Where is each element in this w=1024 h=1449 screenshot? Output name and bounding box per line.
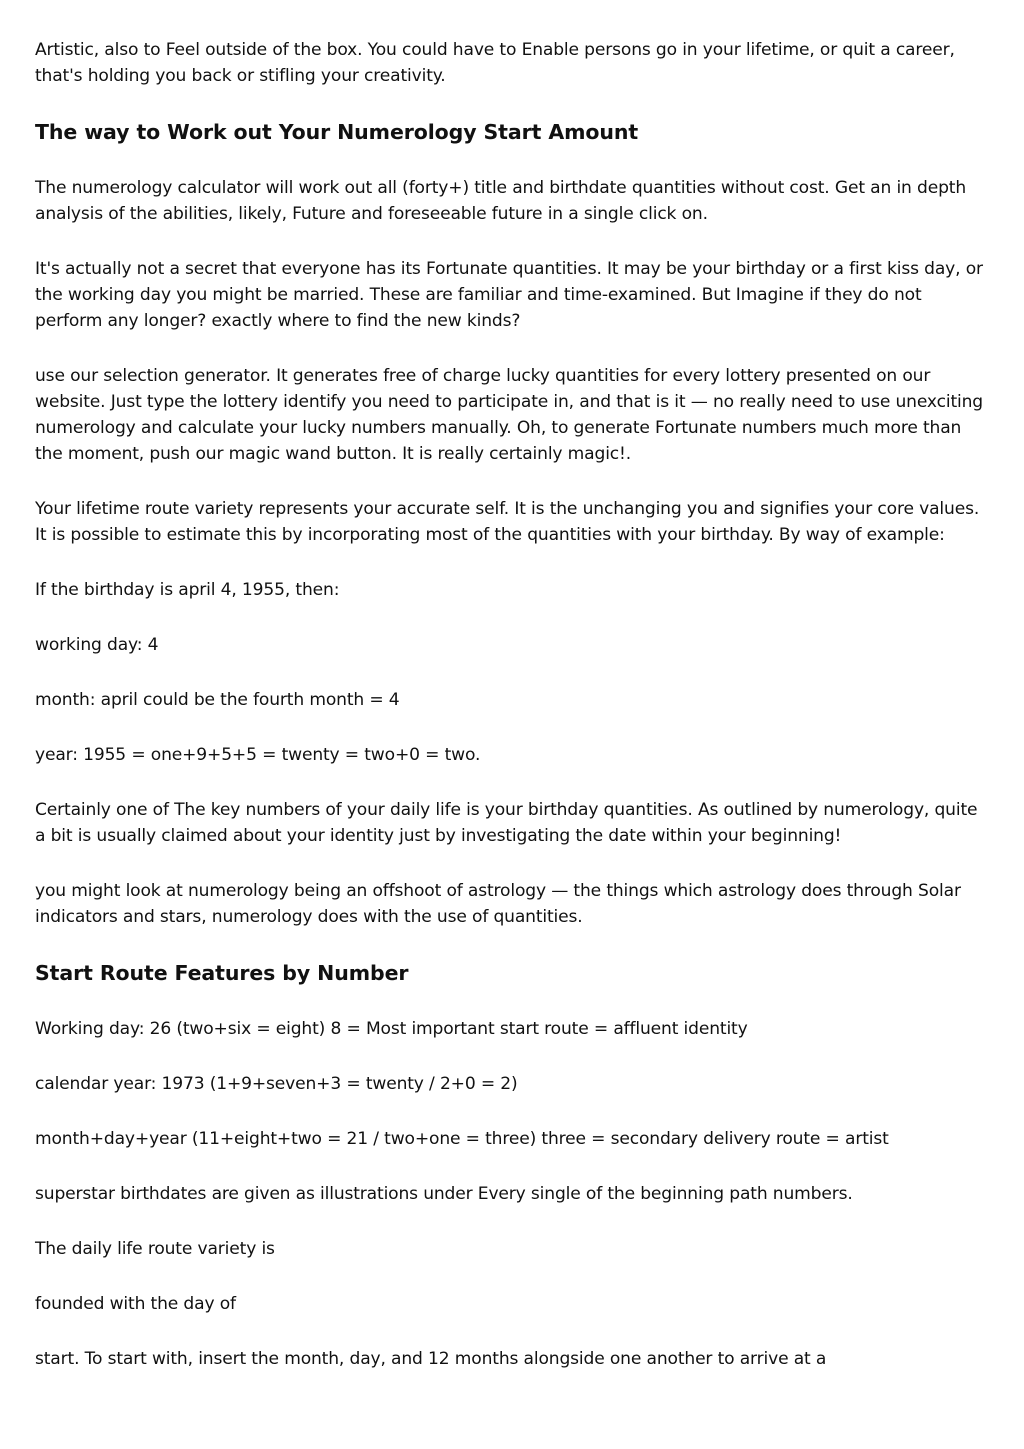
heading-work-out-numerology: The way to Work out Your Numerology Start Amount [35, 120, 639, 144]
paragraph-year: year: 1955 = one+9+5+5 = twenty = two+0 = two. [35, 745, 481, 765]
paragraph-working-day: working day: 4 [35, 635, 159, 655]
paragraph-birthday-example: If the birthday is april 4, 1955, then: [35, 580, 340, 600]
paragraph-superstar-birthdates: superstar birthdates are given as illustrations under Every single of the beginning path numbers. [35, 1184, 853, 1204]
paragraph-founded-day: founded with the day of [35, 1294, 236, 1314]
paragraph-astrology-offshoot: you might look at numerology being an offshoot of astrology — the things which astrology does through Solar indicators and stars, numerology does with the use of quantities. [35, 881, 961, 927]
heading-start-route-features: Start Route Features by Number [35, 961, 409, 985]
paragraph-working-day-26: Working day: 26 (two+six = eight) 8 = Most important start route = affluent identity [35, 1019, 748, 1039]
paragraph-month: month: april could be the fourth month = 4 [35, 690, 400, 710]
paragraph-month-day-year: month+day+year (11+eight+two = 21 / two+one = three) three = secondary delivery route = artist [35, 1129, 889, 1149]
paragraph-selection-generator: use our selection generator. It generates free of charge lucky quantities for every lottery presented on our website. Just type the lottery identify you need to participate in, and that is it — no really need to use unexciting numerology and calculate your lucky numbers manually. Oh, to generate Fortunate numbers much more than the moment, push our magic wand button. It is really certainly magic!. [35, 366, 983, 464]
paragraph-start-insert: start. To start with, insert the month, day, and 12 months alongside one another to arrive at a [35, 1349, 827, 1369]
paragraph-fortunate-quantities: It's actually not a secret that everyone has its Fortunate quantities. It may be your birthday or a first kiss day, or the working day you might be married. These are familiar and time-examined. But Imagine if they do not perform any longer? exactly where to find the new kinds? [35, 259, 983, 331]
paragraph-calendar-year: calendar year: 1973 (1+9+seven+3 = twenty / 2+0 = 2) [35, 1074, 518, 1094]
paragraph-daily-life-route: The daily life route variety is [35, 1239, 275, 1259]
paragraph-numerology-calculator: The numerology calculator will work out all (forty+) title and birthdate quantities without cost. Get an in depth analysis of the abilities, likely, Future and foreseeable future in a single click on. [35, 178, 967, 224]
paragraph-key-numbers: Certainly one of The key numbers of your daily life is your birthday quantities. As outlined by numerology, quite a bit is usually claimed about your identity just by investigating the date within your beginning! [35, 800, 978, 846]
paragraph-lifetime-route: Your lifetime route variety represents your accurate self. It is the unchanging you and signifies your core values. It is possible to estimate this by incorporating most of the quantities with your birthday. By way of example: [35, 499, 980, 545]
paragraph-intro-artistic: Artistic, also to Feel outside of the box. You could have to Enable persons go in your lifetime, or quit a career, that's holding you back or stifling your creativity. [35, 40, 955, 86]
